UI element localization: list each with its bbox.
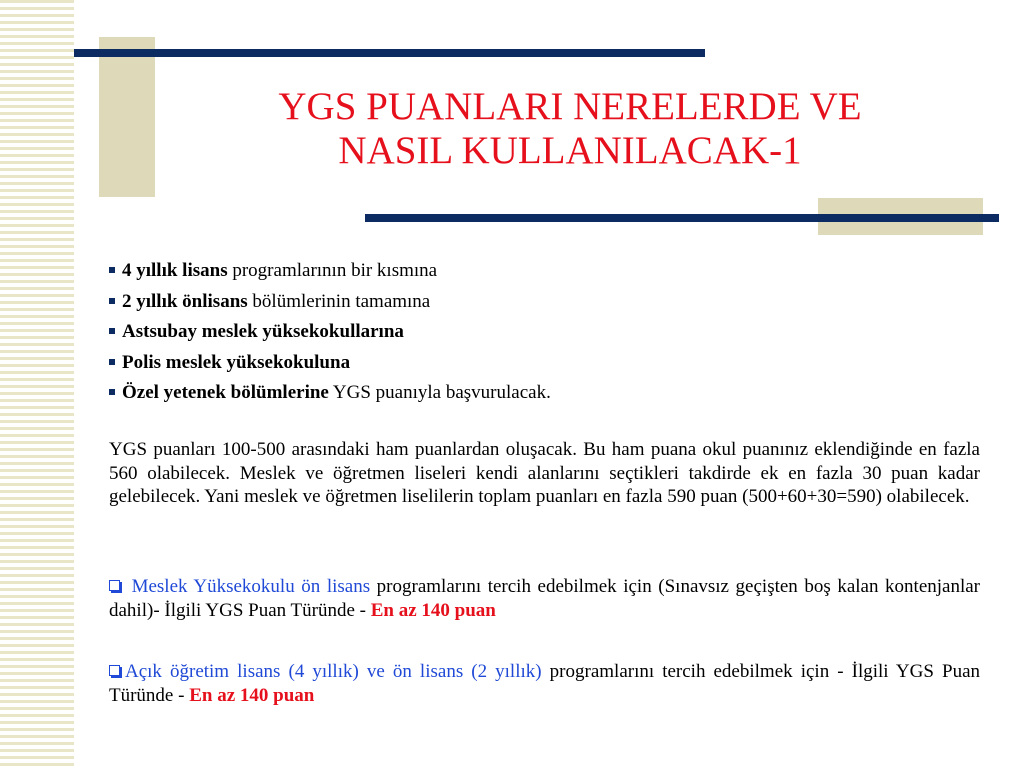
square-bullet-icon bbox=[109, 359, 115, 365]
square-bullet-icon bbox=[109, 298, 115, 304]
bullet-bold-text: 4 yıllık lisans bbox=[122, 260, 228, 281]
square-bullet-icon bbox=[109, 328, 115, 334]
item-highlight-text: Açık öğretim lisans (4 yıllık) ve ön lisans (2 yıllık) bbox=[125, 661, 542, 682]
ygs-score-paragraph: YGS puanları 100-500 arasındaki ham puanlardan oluşacak. Bu ham puana okul puanınız eklendiğinde en fazla 560 olabilecek. Meslek ve öğretmen liseleri kendi alanlarını seçtikleri takdirde ek en fazla 30 puan kadar gelebilecek. Yani meslek ve öğretmen liselilerin toplam puanları en fazla 590 puan (500+60+30=590) olabilecek. bbox=[109, 439, 980, 507]
title-line-1: YGS PUANLARI NERELERDE VE bbox=[278, 85, 862, 128]
checkbox-bullet-icon bbox=[109, 580, 120, 591]
item-highlight-text: Meslek Yüksekokulu ön lisans bbox=[131, 576, 371, 597]
slide-title bbox=[190, 85, 950, 173]
beige-block-top bbox=[99, 37, 155, 197]
bullet-list bbox=[109, 256, 551, 409]
bullet-item bbox=[109, 287, 551, 318]
square-bullet-icon bbox=[109, 267, 115, 273]
min-score-text: En az 140 puan bbox=[370, 599, 496, 621]
bullet-bold-text: Özel yetenek bölümlerine bbox=[122, 382, 329, 403]
checkbox-bullet-icon bbox=[109, 665, 120, 676]
bullet-bold-text: Astsubay meslek yüksekokullarına bbox=[122, 321, 404, 342]
bullet-bold-text: Polis meslek yüksekokuluna bbox=[122, 351, 351, 373]
bullet-item bbox=[109, 256, 551, 287]
title-line-2: NASIL KULLANILACAK-1 bbox=[338, 129, 802, 172]
square-bullet-icon bbox=[109, 389, 115, 395]
min-score-text: En az 140 puan bbox=[189, 684, 315, 706]
bullet-item bbox=[109, 317, 551, 348]
item-text: programlarını tercih edebilmek için (Sınavsız geçişten boş kalan kontenjanlar dahil)- İlgili YGS Puan Türünde - bbox=[109, 576, 980, 621]
bullet-item bbox=[109, 348, 551, 379]
bullet-text: programlarının bir kısmına bbox=[227, 260, 438, 281]
open-education-item bbox=[109, 660, 980, 707]
bullet-bold-text: 2 yıllık önlisans bbox=[122, 290, 248, 312]
navy-rule-bottom bbox=[365, 214, 999, 222]
bullet-item bbox=[109, 378, 551, 409]
navy-rule-top bbox=[74, 49, 705, 57]
striped-sidebar-decoration bbox=[0, 0, 74, 768]
bullet-text: bölümlerinin tamamına bbox=[247, 290, 431, 312]
bullet-text: YGS puanıyla başvurulacak. bbox=[328, 382, 551, 403]
vocational-school-item bbox=[109, 575, 980, 622]
item-text: programlarını tercih edebilmek için - İlgili YGS Puan Türünde - bbox=[109, 661, 981, 706]
